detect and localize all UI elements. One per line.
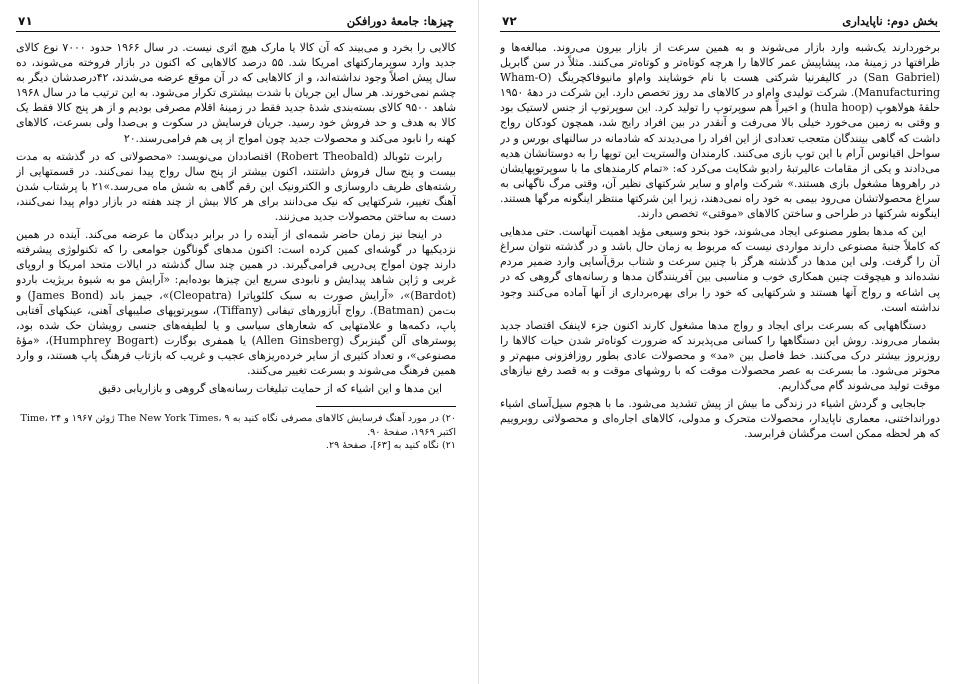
paragraph: رابرت تئوبالد (Robert Theobald) اقتصاددان می‌نویسد: «محصولاتی که در گذشته به مدت بیست و پنج سال فروش داشتند، اکنون بیشتر از پنج سال رواج پیدا نمی‌کنند. در قسمتهایی از رشته‌های ظریف داروسازی و الکترونیک این رقم گاهی به شش ماه می‌رسد.»۲۱ با پرشتاب شدن آهنگ تغییر، شرکتهایی که نیک می‌دانند برای هر کالا بیش از چند هفته در بازار دوام پیدا نمی‌کنند، دست به ساختن محصولات جدید می‌زنند. [16,149,456,224]
footnote-divider [316,406,456,407]
right-page [500,12,940,672]
left-page [16,12,456,672]
paragraph: در اینجا نیز زمان حاضر شمه‌ای از آینده را در برابر دیدگان ما عرضه می‌کند. آینده در همین نزدیکیها در گوشه‌ای کمین کرده است: اکنون مدهای گوناگون جوامعی را که تکنولوژی پیشرفته دارند چون امواج پی‌درپی فرامی‌گیرند. در همین چند سال گذشته در ایالات متحد امریکا و اروپای غربی و ژاپن شاهد پیدایش و نابودی سریع این چیزها بوده‌ایم: «آرایش مو به شیوهٔ بریژیت باردو (Bardot)»، «آرایش صورت به سبک کلئوپاترا (Cleopatra)»، جیمز باند (James Bond) و بت‌من (Batman). رواج آبازورهای تیفانی (Tiffany)، سوپرتوپهای صلیبهای آهنی، عینکهای آفتابی پاپ، دکمه‌ها و علامتهایی که شعارهای سیاسی و یا لطیفه‌های جنسی رویشان حک شده بود، پوسترهای آلن گینزبرگ (Allen Ginsberg) یا همفری بوگارت (Humphrey Bogart)، «مؤهٔ مصنوعی»، و تعداد کثیری از سایر خرده‌ریزهای عجیب و غریب که بازتاب فرهنگ پاپ هستند، و وارد همین فرهنگ می‌شوند و بسرعت تغییر می‌کنند. [16,228,456,377]
gutter-divider [478,0,479,684]
paragraph: دستگاههایی که بسرعت برای ایجاد و رواج مدها مشغول کارند اکنون جزء لاینفک اقتصاد جدید بشمار می‌روند. روش این دستگاهها را کسانی می‌پذیرند که ضرورت کوتاه‌تر شدن حیات کالاها را روزبروز بیشتر درک می‌کنند. خط فاصل بین «مد» و محصولات عادی بطور روزافزونی مبهم‌تر و محوتر می‌شود. ما بسرعت به عصر محصولات موقت که با روشهای موقت و به قصد رفع نیازهای موقت تولید می‌شوند گام می‌گذاریم. [500,318,940,393]
paragraph: این که مدها بطور مصنوعی ایجاد می‌شوند، خود بنحو وسیعی مؤید اهمیت آنهاست. حتی مدهایی که کاملاً جنبهٔ مصنوعی دارند مواردی نیست که مربوط به زمان حال باشد و در گذشته نتوان سراغ آن را گرفت. ولی این مدها در گذشته هرگز با چنین سرعت و شتاب برق‌آسایی وارد ضمیر مردم نشده‌اند و هیچوقت چنین همکاری خوب و مناسبی بین آفرینندگان مدها و رسانه‌های گروهی که در پی اشاعه و رواج آنها هستند و شرکتهایی که خود را برای بهره‌برداری از آنها آماده می‌کنند وجود نداشته است. [500,225,940,314]
footnote: ۲۰) در مورد آهنگ فرسایش کالاهای مصرفی نگاه کنید به The New York Times، ۹ ژوئن ۱۹۶۷ و Time، ۲۴ اکتبر ۱۹۶۹، صفحهٔ ۹۰. [20,413,456,438]
footnotes [16,412,456,453]
footnote: ۲۱) نگاه کنید به [۶۳]، صفحهٔ ۲۹. [325,440,456,452]
page-number: ۷۲ [502,14,517,28]
paragraph: کالایی را بخرد و می‌بیند که آن کالا یا مارک هیچ اثری نیست. در سال ۱۹۶۶ حدود ۷۰۰۰ نوع کالای جدید وارد سوپرمارکتهای امریکا شد. ۵۵ درصد کالاهایی که اکنون در بازار فروخته می‌شوند، ده سال پیش اصلاً وجود نداشته‌اند، و از کالاهایی که در آن موقع عرضه می‌شدند، ۴۲درصدشان دیگر به چشم نمی‌خورند. هر سال این جریان با شدت بیشتری تکرار می‌شود. به این ترتیب ما در سال ۱۹۶۸ شاهد ۹۵۰۰ کالای بسته‌بندی شدهٔ جدید فقط در زمینهٔ اقلام مصرفی بودیم و از هر پنج کالا فقط یک کالا به هدف و حد فروش خود رسید. جریان فرسایش در سکوت و بی‌صدا ولی بسرعت، کالاهای کهنه را نابود می‌کند و محصولات جدید چون امواج از پی هم فرامی‌رسند.۲۰ [16,41,456,145]
paragraph: جابجایی و گردش اشیاء در زندگی ما بیش از پیش تشدید می‌شود. ما با هجوم سیل‌آسای اشیاء دورانداختنی، معماری ناپایدار، محصولات متحرک و مدولی، کالاهای اجاره‌ای و محصولاتی روبروییم که هر لحظه ممکن است مرگشان فرابرسد. [500,397,940,441]
paragraph: این مدها و این اشیاء که از حمایت تبلیغات رسانه‌های گروهی و بازاریابی دقیق [98,382,442,396]
page-header [500,12,940,32]
page-body [500,40,940,441]
header-title: بخش دوم: ناپایداری [842,14,938,28]
page-number: ۷۱ [18,14,33,28]
paragraph: برخوردارند یک‌شبه وارد بازار می‌شوند و به همین سرعت از بازار بیرون می‌روند. مبالغه‌ها و ظرافتها در زمینهٔ مد، پیشاپیش عمر کالاها را هرچه کوتاه‌تر و کوتاه‌تر می‌کنند. مثلاً در سن گابریل (San Gabriel) در کالیفرنیا شرکتی هست با نام خوشایند وام‌او مانیوفاکچرینگ (Wham-O Manufacturing). شرکت تولیدی وام‌او در کالاهای مد روز تخصص دارد. این شرکت در دههٔ ۱۹۵۰ حلقهٔ هولاهوپ (hula hoop) و اخیراً هم سوپرتوپ را تولید کرد. این سوپرتوپ از جنس لاستیک بود و وقتی به زمین می‌خورد خیلی بالا می‌رفت و آنقدر در بین افراد رایج شد، همچون کودکان رواج داشت که گاهی بینندگان متعجب تعدادی از این افراد را می‌دیدند که شادمانه در سالنهای بورس و در سواحل اقیانوس آرام با این توپ بازی می‌کنند. کارمندان والستریت این توپها را به دوستانشان هدیه می‌دادند و یکی از مقامات عالیرتبهٔ رادیو شکایت می‌کرد که: «تمام کارمندهای ما با سوپرتوپهایشان در راهروها مشغول بازی هستند.» شرکت وام‌او و سایر شرکتهای نظیر آن، وقتی مرگ ناگهانی به سراغ محصولاتشان می‌رود بیمی به خود راه نمی‌دهند، زیرا این شرکتها منتظر اینگونه مرگها هستند. اینگونه شرکتها در طراحی و ساختن کالاهای «موقتی» تخصص دارند. [500,41,940,221]
page-body [16,40,456,396]
header-title: چیزها: جامعهٔ دورافکن [346,14,454,28]
page-header [16,12,456,32]
